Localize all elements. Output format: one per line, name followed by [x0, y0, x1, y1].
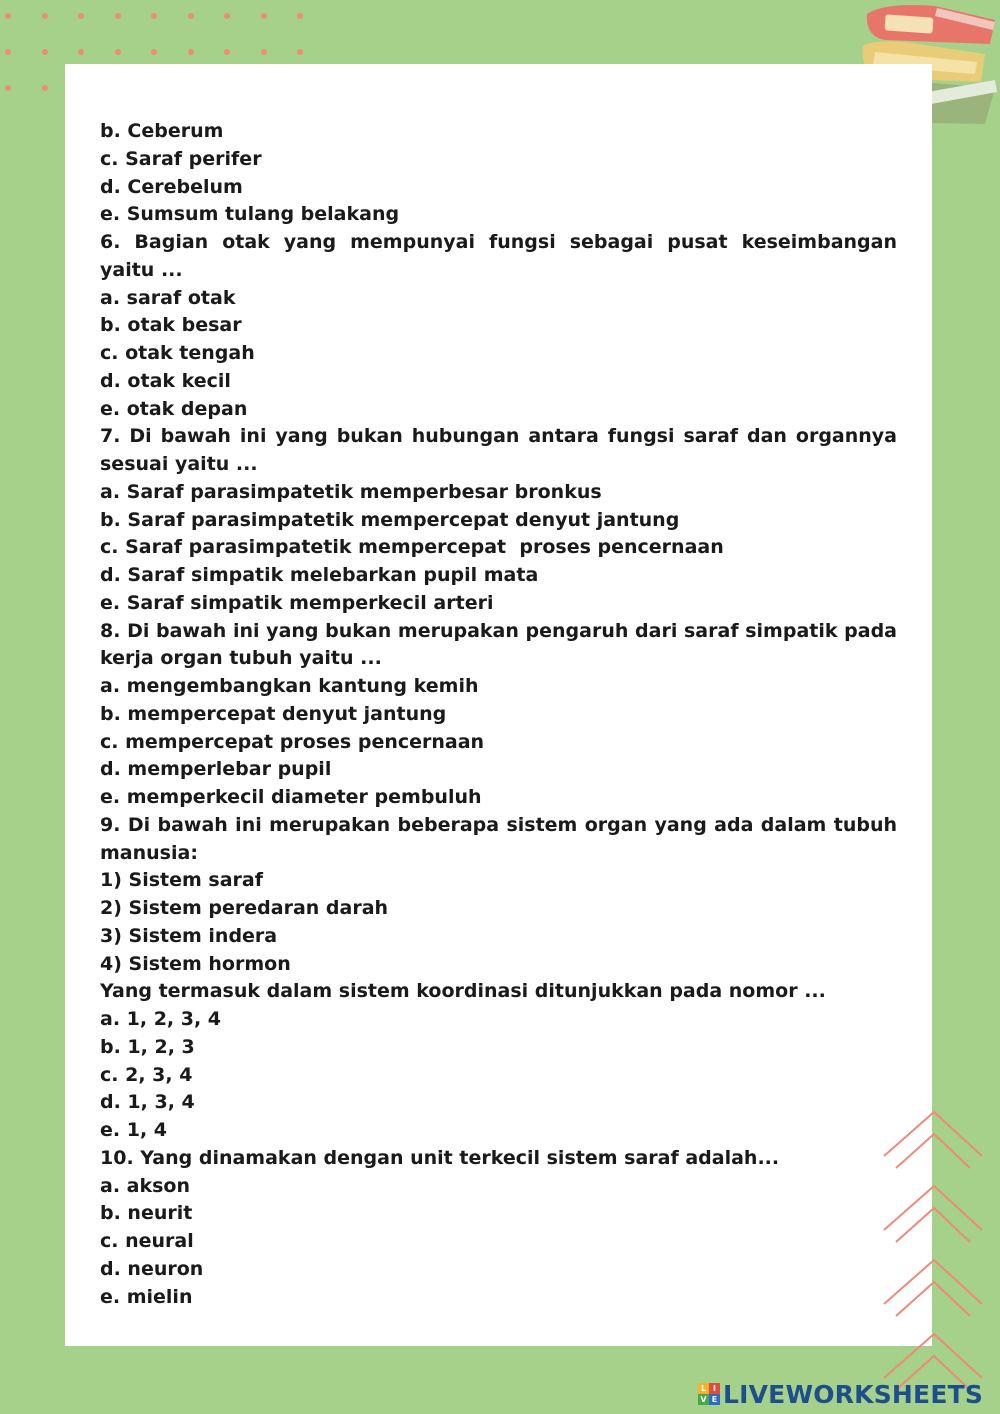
text-line: Yang termasuk dalam sistem koordinasi ditunjukkan pada nomor ...	[100, 980, 826, 1003]
liveworksheets-logo	[698, 1378, 983, 1410]
decorative-dot	[151, 49, 157, 55]
text-line: c. otak tengah	[100, 342, 255, 364]
text-line: 4) Sistem hormon	[100, 952, 291, 975]
decorative-dot	[42, 13, 48, 19]
decorative-dot	[115, 13, 121, 19]
text-line: yaitu ...	[100, 258, 183, 281]
decorative-dot	[297, 49, 303, 55]
decorative-dot	[188, 49, 194, 55]
decorative-dot	[224, 13, 230, 19]
logo-badge-letter: E	[709, 1394, 720, 1405]
text-line: c. 2, 3, 4	[100, 1063, 193, 1086]
logo-badge-letter: L	[698, 1383, 709, 1394]
text-line: d. otak kecil	[100, 369, 231, 392]
text-line: 9. Di bawah ini merupakan beberapa sistem organ yang ada dalam tubuh	[100, 813, 897, 836]
decorative-dot	[42, 85, 48, 91]
text-line: 8. Di bawah ini yang bukan merupakan pengaruh dari saraf simpatik pada	[100, 619, 897, 642]
text-line: 1) Sistem saraf	[100, 869, 263, 892]
text-line: manusia:	[100, 841, 198, 864]
text-line: a. saraf otak	[100, 286, 236, 309]
text-line: b. 1, 2, 3	[100, 1035, 195, 1058]
text-line: a. Saraf parasimpatetik memperbesar bronkus	[100, 480, 602, 503]
decorative-dot	[115, 49, 121, 55]
text-line: c. Saraf parasimpatetik mempercepat proses pencernaan	[100, 536, 724, 559]
text-line: a. mengembangkan kantung kemih	[100, 675, 479, 697]
text-line: c. mempercepat proses pencernaan	[100, 730, 485, 753]
text-line: kerja organ tubuh yaitu ...	[100, 647, 382, 670]
text-line: e. otak depan	[100, 397, 248, 420]
logo-badge-letter: V	[698, 1394, 709, 1405]
text-line: b. Ceberum	[100, 120, 224, 142]
decorative-dot	[78, 49, 84, 55]
book-red	[867, 5, 995, 44]
decorative-dot	[5, 13, 11, 19]
decorative-dot	[261, 13, 267, 19]
logo-badge-letter: I	[709, 1383, 720, 1394]
text-line: b. neurit	[100, 1202, 193, 1225]
decorative-dot	[224, 49, 230, 55]
text-line: c. Saraf perifer	[100, 147, 262, 170]
text-line: b. otak besar	[100, 314, 242, 337]
text-line: b. mempercepat denyut jantung	[100, 702, 447, 725]
text-line: e. mielin	[100, 1285, 193, 1308]
logo-badge-icon	[698, 1383, 720, 1405]
question-list	[100, 118, 897, 1311]
text-line: d. Saraf simpatik melebarkan pupil mata	[100, 564, 539, 586]
text-line: a. akson	[100, 1174, 190, 1197]
text-line: 7. Di bawah ini yang bukan hubungan antara fungsi saraf dan organnya	[100, 425, 897, 448]
decorative-dot	[42, 49, 48, 55]
text-line: e. Sumsum tulang belakang	[100, 203, 400, 226]
text-line: 10. Yang dinamakan dengan unit terkecil sistem saraf adalah...	[100, 1146, 780, 1169]
text-line: d. memperlebar pupil	[100, 758, 332, 781]
text-line: d. neuron	[100, 1257, 204, 1280]
text-line: d. 1, 3, 4	[100, 1091, 195, 1114]
decorative-dot	[297, 13, 303, 19]
text-line: a. 1, 2, 3, 4	[100, 1008, 222, 1030]
decorative-dot	[5, 49, 11, 55]
decorative-dot	[5, 85, 11, 91]
decorative-dot	[78, 13, 84, 19]
text-line: 2) Sistem peredaran darah	[100, 897, 389, 919]
text-line: sesuai yaitu ...	[100, 453, 258, 475]
decorative-dot	[151, 13, 157, 19]
text-line: 6. Bagian otak yang mempunyai fungsi sebagai pusat keseimbangan	[100, 231, 897, 253]
decorative-dot	[188, 13, 194, 19]
chevron-decoration	[878, 1108, 988, 1414]
text-line: e. Saraf simpatik memperkecil arteri	[100, 591, 494, 614]
logo-text: LIVEWORKSHEETS	[723, 1379, 984, 1409]
text-line: c. neural	[100, 1230, 194, 1252]
text-line: e. memperkecil diameter pembuluh	[100, 786, 482, 808]
text-line: d. Cerebelum	[100, 175, 243, 198]
text-line: 3) Sistem indera	[100, 924, 278, 947]
decorative-dot	[261, 49, 267, 55]
text-line: b. Saraf parasimpatetik mempercepat denyut jantung	[100, 508, 680, 531]
text-line: e. 1, 4	[100, 1119, 167, 1141]
